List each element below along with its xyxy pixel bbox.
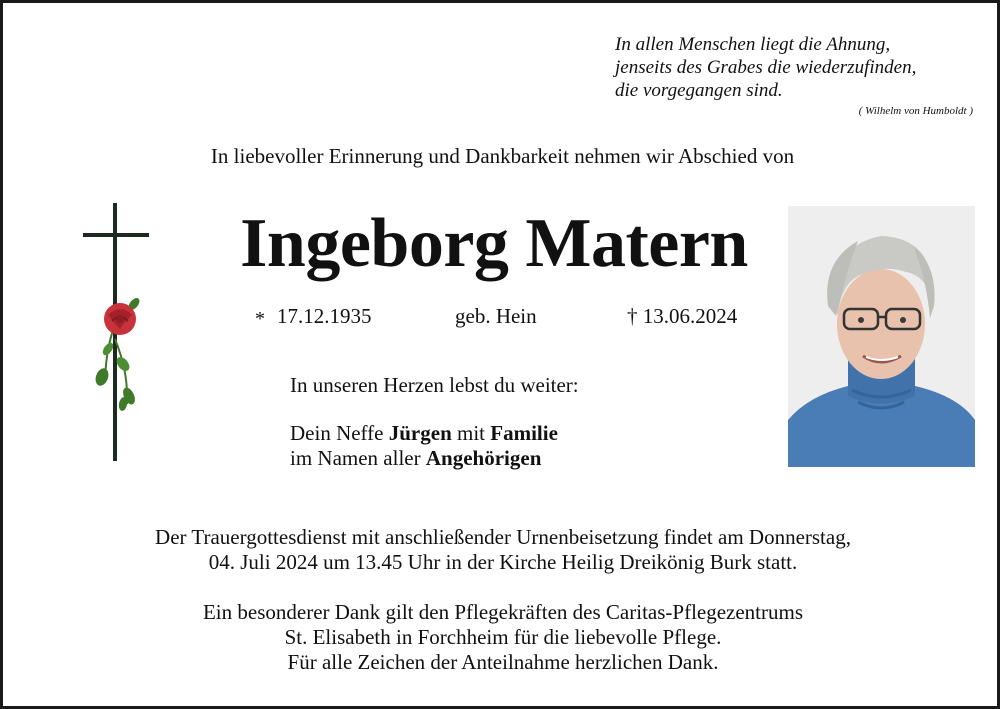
birth-date-value: 17.12.1935 — [277, 304, 372, 328]
service-line: 04. Juli 2024 um 13.45 Uhr in der Kirche Heilig Dreikönig Burk statt. — [208, 550, 798, 574]
quote-line: die vorgegangen sind. — [615, 80, 783, 101]
epigraph-quote — [615, 33, 975, 118]
service-line: Der Trauergottesdienst mit anschließender Urnenbeisetzung findet am Donnerstag, — [155, 525, 851, 549]
thanks-text — [3, 600, 1000, 675]
quote-author: ( Wilhelm von Humboldt ) — [858, 105, 973, 117]
intro-text — [3, 144, 1000, 169]
signer-name: Jürgen — [388, 421, 452, 445]
signer-text: mit — [451, 421, 491, 445]
signers — [290, 421, 558, 471]
signer-text: Dein Neffe — [290, 421, 389, 445]
maiden-name: geb. Hein — [455, 304, 537, 328]
cross-with-rose-icon — [78, 199, 158, 464]
birth-date — [255, 303, 372, 330]
death-date: † 13.06.2024 — [627, 304, 738, 328]
thanks-line: Ein besonderer Dank gilt den Pflegekräften des Caritas-Pflegezentrums — [202, 600, 804, 624]
portrait-photo — [788, 206, 975, 467]
thanks-line: Für alle Zeichen der Anteilnahme herzlichen Dank. — [287, 650, 719, 674]
signer-text: im Namen aller — [290, 446, 426, 470]
signer-name: Familie — [490, 421, 558, 445]
birth-symbol: * — [255, 308, 265, 330]
intro-text-content: In liebevoller Erinnerung und Dankbarkeit nehmen wir Abschied von — [210, 144, 795, 168]
motto-text: In unseren Herzen lebst du weiter: — [290, 373, 579, 397]
signer-line — [290, 421, 558, 446]
signer-name: Angehörigen — [425, 446, 542, 470]
signer-line — [290, 446, 558, 471]
thanks-line: St. Elisabeth in Forchheim für die liebevolle Pflege. — [284, 625, 722, 649]
service-announcement — [3, 525, 1000, 575]
deceased-name: Ingeborg Matern — [240, 205, 748, 282]
quote-line: In allen Menschen liegt die Ahnung, — [615, 34, 891, 55]
quote-line: jenseits des Grabes die wiederzufinden, — [615, 57, 917, 78]
